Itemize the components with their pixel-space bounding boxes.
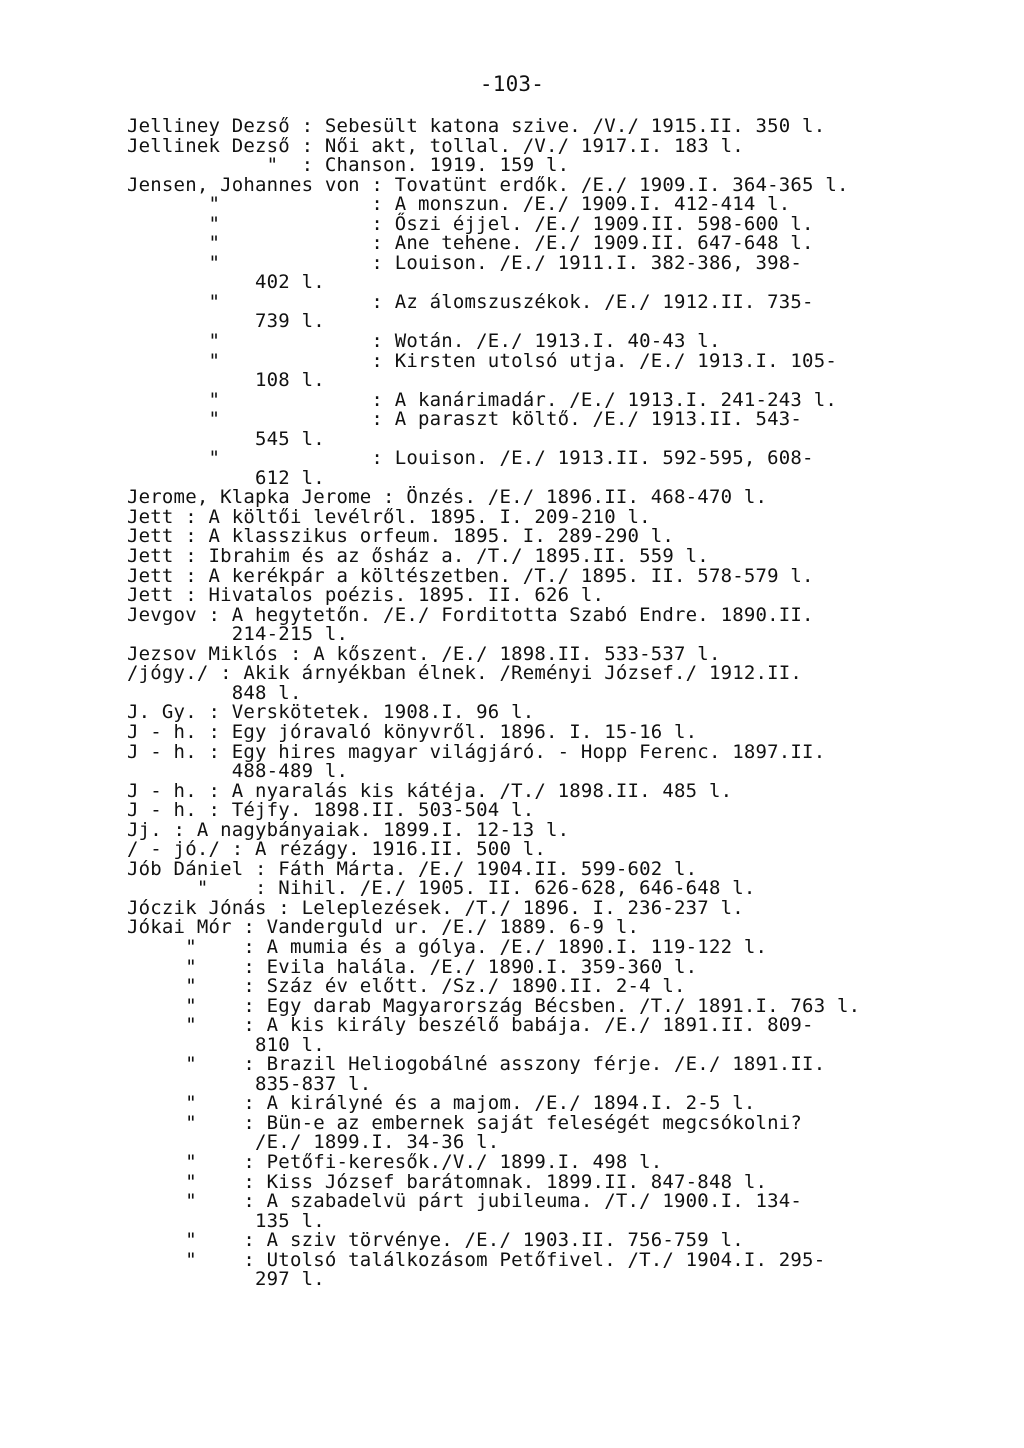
entry-line: /E./ 1899.I. 34-36 l.: [127, 1131, 500, 1154]
entry-line: " : Nihil. /E./ 1905. II. 626-628, 646-648 l.: [127, 877, 756, 900]
entry-line: " : Evila halála. /E./ 1890.I. 359-360 l.: [127, 955, 698, 978]
entry-line: " : Bün-e az embernek saját feleségét megcsókolni?: [127, 1111, 803, 1134]
entry-line: Jelliney Dezső : Sebesült katona szive. /V./ 1915.II. 350 l.: [127, 115, 826, 137]
entry-line: Jensen, Johannes von : Tovatünt erdők. /E./ 1909.I. 364-365 l.: [127, 173, 849, 196]
entry-line: / - jó./ : A rézágy. 1916.II. 500 l.: [127, 838, 547, 861]
entry-line: Jób Dániel : Fáth Márta. /E./ 1904.II. 599-602 l.: [127, 857, 698, 880]
entry-line: Jellinek Dezső : Női akt, tollal. /V./ 1917.I. 183 l.: [127, 134, 744, 157]
entry-line: " : Kirsten utolsó utja. /E./ 1913.I. 105-: [127, 349, 837, 372]
entry-line: Jett : A kerékpár a költészetben. /T./ 1895. II. 578-579 l.: [127, 564, 814, 587]
entry-line: J. Gy. : Verskötetek. 1908.I. 96 l.: [127, 701, 535, 724]
entry-line: Jerome, Klapka Jerome : Önzés. /E./ 1896.II. 468-470 l.: [127, 486, 768, 509]
entry-line: " : A kis király beszélő babája. /E./ 1891.II. 809-: [127, 1014, 814, 1037]
entry-line: Jett : A klasszikus orfeum. 1895. I. 289-290 l.: [127, 525, 675, 548]
entry-line: " : Utolsó találkozásom Petőfivel. /T./ 1904.I. 295-: [127, 1248, 826, 1271]
page-number: -103-: [479, 72, 545, 96]
entry-line: " : Chanson. 1919. 159 l.: [127, 154, 570, 177]
entry-line: " : A kanárimadár. /E./ 1913.I. 241-243 l.: [127, 388, 837, 411]
entry-line: Jett : Hivatalos poézis. 1895. II. 626 l.: [127, 584, 605, 607]
entry-line: Jóczik Jónás : Leleplezések. /T./ 1896. I. 236-237 l.: [127, 896, 744, 919]
entry-line: " : Őszi éjjel. /E./ 1909.II. 598-600 l.: [127, 212, 814, 235]
entry-line: J - h. : Téjfy. 1898.II. 503-504 l.: [127, 799, 535, 822]
entry-line: " : Brazil Heliogobálné asszony férje. /E./ 1891.II.: [127, 1053, 826, 1076]
entry-line: J - h. : Egy hires magyar világjáró. - Hopp Ferenc. 1897.II.: [127, 740, 826, 763]
entry-line: Jevgov : A hegytetőn. /E./ Forditotta Szabó Endre. 1890.II.: [127, 603, 814, 626]
entry-line: 835-837 l.: [127, 1072, 372, 1095]
entry-line: " : A monszun. /E./ 1909.I. 412-414 l.: [127, 193, 791, 216]
bibliography-entries: [127, 117, 1007, 1290]
entry-line: " : Ane tehene. /E./ 1909.II. 647-648 l.: [127, 232, 814, 255]
entry-line: 402 l.: [127, 271, 325, 294]
entry-line: J - h. : A nyaralás kis kátéja. /T./ 1898.II. 485 l.: [127, 779, 733, 802]
entry-line: " : A szabadelvü párt jubileuma. /T./ 1900.I. 134-: [127, 1190, 803, 1213]
entry-line: Jett : A költői levélről. 1895. I. 209-210 l.: [127, 505, 651, 528]
entry-line: 297 l.: [127, 1268, 325, 1291]
entry-line: J - h. : Egy jóravaló könyvről. 1896. I. 15-16 l.: [127, 720, 698, 743]
entry-line: 488-489 l.: [127, 760, 349, 783]
entry-line: 848 l.: [127, 681, 302, 704]
entry-line: 739 l.: [127, 310, 325, 333]
entry-line: " : A paraszt költő. /E./ 1913.II. 543-: [127, 408, 803, 431]
entry-line: 612 l.: [127, 466, 325, 489]
entry-line: 108 l.: [127, 369, 325, 392]
entry-line: Jett : Ibrahim és az ősház a. /T./ 1895.II. 559 l.: [127, 545, 709, 568]
entry-line: 810 l.: [127, 1033, 325, 1056]
entry-line: " : Petőfi-keresők./V./ 1899.I. 498 l.: [127, 1150, 663, 1173]
entry-line: " : Louison. /E./ 1913.II. 592-595, 608-: [127, 447, 814, 470]
entry-line: " : A sziv törvénye. /E./ 1903.II. 756-759 l.: [127, 1229, 744, 1252]
entry-line: 214-215 l.: [127, 623, 349, 646]
entry-line: " : Wotán. /E./ 1913.I. 40-43 l.: [127, 330, 721, 353]
entry-line: Jj. : A nagybányaiak. 1899.I. 12-13 l.: [127, 818, 570, 841]
entry-line: " : A mumia és a gólya. /E./ 1890.I. 119-122 l.: [127, 935, 768, 958]
entry-line: 545 l.: [127, 427, 325, 450]
entry-line: /jógy./ : Akik árnyékban élnek. /Reményi József./ 1912.II.: [127, 662, 803, 685]
entry-line: " : Az álomszuszékok. /E./ 1912.II. 735-: [127, 290, 814, 313]
entry-line: " : Kiss József barátomnak. 1899.II. 847-848 l.: [127, 1170, 768, 1193]
entry-line: " : A királyné és a majom. /E./ 1894.I. 2-5 l.: [127, 1092, 756, 1115]
entry-line: " : Egy darab Magyarország Bécsben. /T./ 1891.I. 763 l.: [127, 994, 861, 1017]
entry-line: " : Száz év előtt. /Sz./ 1890.II. 2-4 l.: [127, 975, 686, 998]
entry-line: 135 l.: [127, 1209, 325, 1232]
entry-line: " : Louison. /E./ 1911.I. 382-386, 398-: [127, 251, 803, 274]
entry-line: Jókai Mór : Vanderguld ur. /E./ 1889. 6-9 l.: [127, 916, 640, 939]
entry-line: Jezsov Miklós : A kőszent. /E./ 1898.II. 533-537 l.: [127, 642, 721, 665]
